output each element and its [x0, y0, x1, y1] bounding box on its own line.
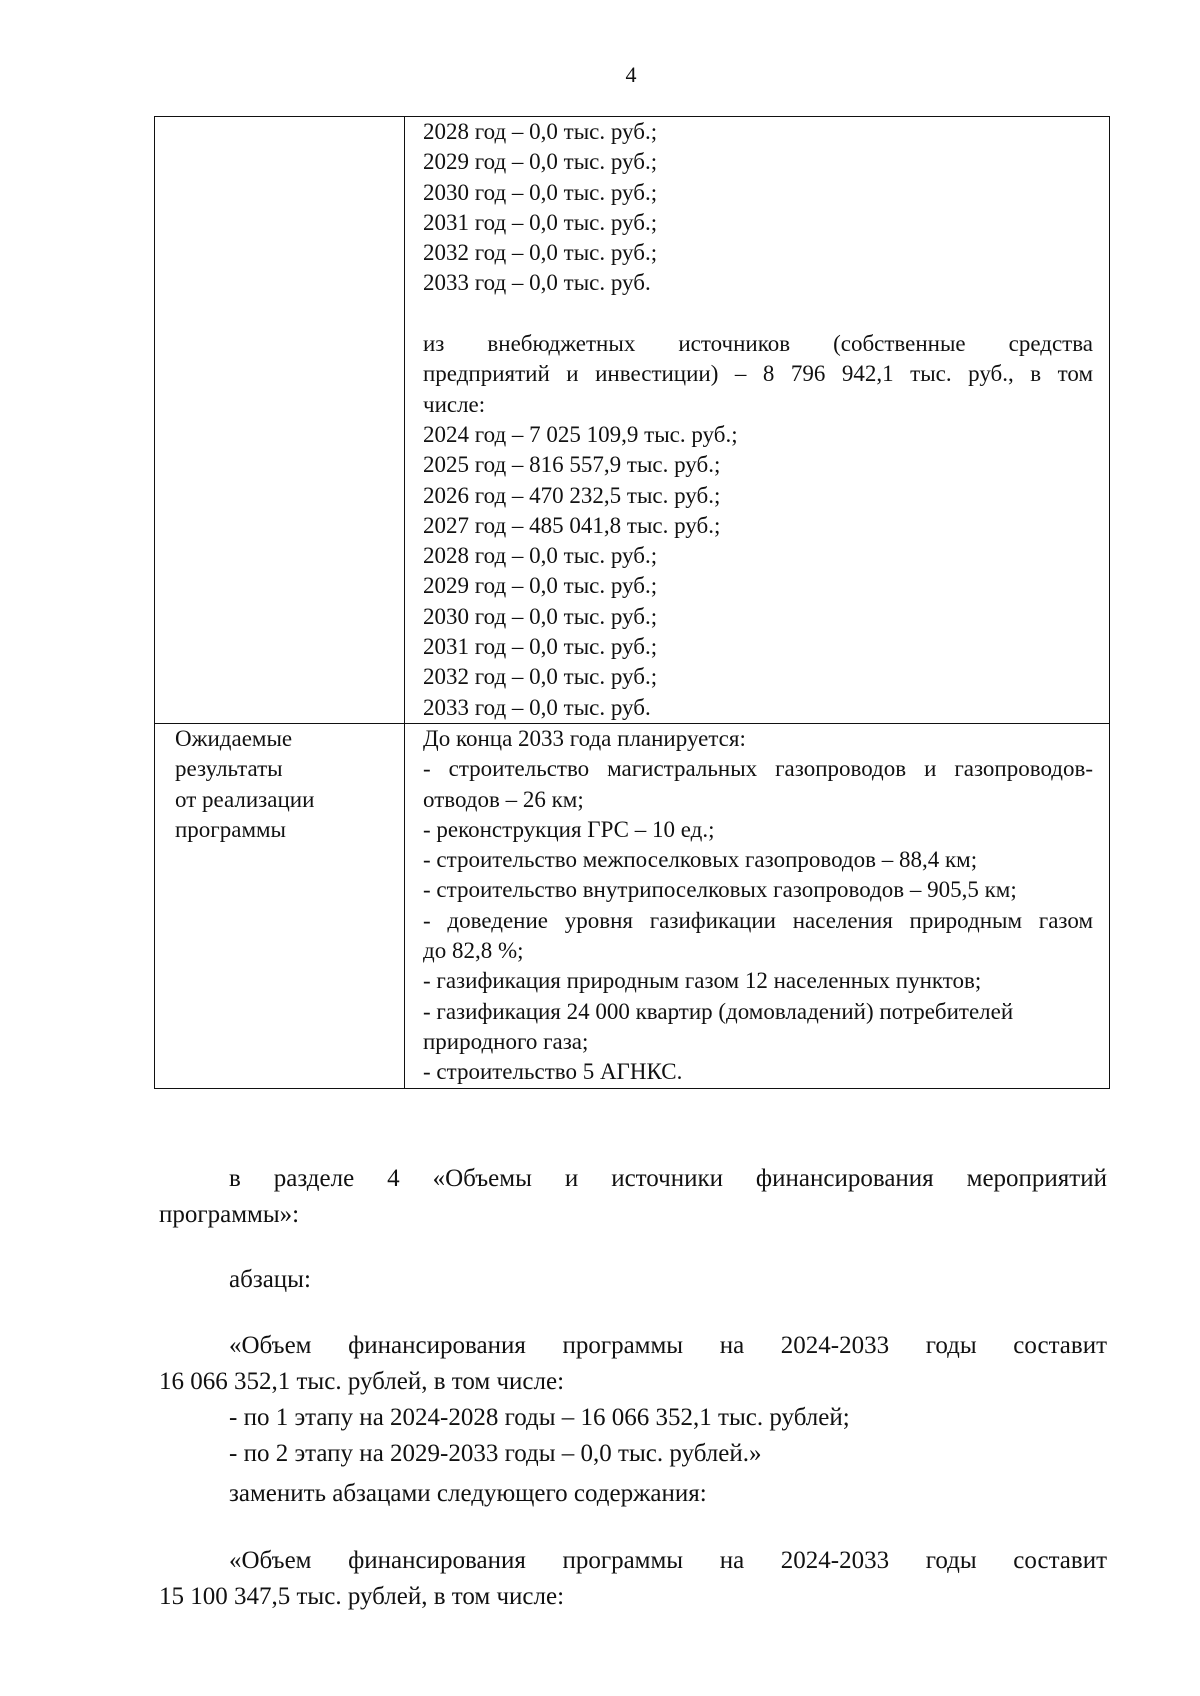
- financing-line: 2033 год – 0,0 тыс. руб.: [423, 694, 651, 720]
- financing-line: 2028 год – 0,0 тыс. руб.;: [423, 119, 658, 144]
- result-line: - реконструкция ГРС – 10 ед.;: [423, 816, 715, 842]
- program-passport-table: [154, 116, 1110, 1089]
- old-financing-line: 16 066 352,1 тыс. рублей, в том числе:: [159, 1368, 565, 1395]
- result-line: - газификация природным газом 12 населенных пунктов;: [423, 968, 982, 994]
- extrabudget-line: предприятий и инвестиции) – 8 796 942,1 тыс. руб., в том: [423, 361, 1093, 387]
- result-line: - строительство магистральных газопроводов и газопроводов-: [423, 756, 1093, 782]
- replace-label: заменить абзацами следующего содержания:: [229, 1480, 707, 1507]
- result-line: - доведение уровня газификации населения природным газом: [423, 907, 1093, 933]
- extrabudget-line: числе:: [423, 391, 486, 417]
- table-cell-empty: [155, 117, 405, 724]
- table-row-financing: [155, 117, 1110, 724]
- section-reference-paragraph: [159, 1161, 1107, 1233]
- result-line: - газификация 24 000 квартир (домовладений) потребителей: [423, 998, 1014, 1024]
- financing-line: 2031 год – 0,0 тыс. руб.;: [423, 209, 658, 235]
- row-label-line: от реализации: [175, 786, 315, 812]
- extrabudget-line: из внебюджетных источников (собственные средства: [423, 331, 1093, 357]
- result-line: До конца 2033 года планируется:: [423, 725, 746, 751]
- old-financing-line: - по 2 этапу на 2029-2033 годы – 0,0 тыс. рублей.»: [229, 1440, 762, 1467]
- page-number: 4: [625, 62, 637, 87]
- blank-line: [423, 299, 1093, 329]
- financing-line: 2030 год – 0,0 тыс. руб.;: [423, 179, 658, 205]
- row-label-line: результаты: [175, 756, 283, 782]
- financing-cell: [405, 117, 1110, 724]
- expected-results-label-cell: [155, 723, 405, 1088]
- financing-line: 2032 год – 0,0 тыс. руб.;: [423, 240, 658, 266]
- new-financing-paragraph: [159, 1543, 1107, 1615]
- section-reference-line: в разделе 4 «Объемы и источники финансирования мероприятий: [229, 1165, 1107, 1192]
- financing-line: 2030 год – 0,0 тыс. руб.;: [423, 603, 658, 629]
- financing-line: 2026 год – 470 232,5 тыс. руб.;: [423, 482, 721, 508]
- financing-line: 2024 год – 7 025 109,9 тыс. руб.;: [423, 421, 738, 447]
- new-financing-line: 15 100 347,5 тыс. рублей, в том числе:: [159, 1583, 565, 1610]
- paragraphs-label: абзацы:: [229, 1266, 311, 1293]
- financing-line: 2025 год – 816 557,9 тыс. руб.;: [423, 452, 721, 478]
- expected-results-cell: [405, 723, 1110, 1088]
- result-line: - строительство межпоселковых газопроводов – 88,4 км;: [423, 847, 978, 873]
- result-line: - строительство внутрипоселковых газопроводов – 905,5 км;: [423, 877, 1017, 903]
- financing-line: 2033 год – 0,0 тыс. руб.: [423, 270, 651, 296]
- result-line: до 82,8 %;: [423, 938, 524, 964]
- financing-line: 2031 год – 0,0 тыс. руб.;: [423, 634, 658, 660]
- financing-line: 2029 год – 0,0 тыс. руб.;: [423, 573, 658, 599]
- old-financing-line: - по 1 этапу на 2024-2028 годы – 16 066 352,1 тыс. рублей;: [229, 1404, 850, 1431]
- financing-line: 2027 год – 485 041,8 тыс. руб.;: [423, 512, 721, 538]
- result-line: природного газа;: [423, 1028, 589, 1054]
- row-label-line: Ожидаемые: [175, 725, 293, 751]
- row-label-line: программы: [175, 816, 287, 842]
- financing-line: 2029 год – 0,0 тыс. руб.;: [423, 149, 658, 175]
- result-line: отводов – 26 км;: [423, 786, 584, 812]
- old-financing-paragraph: [159, 1328, 1107, 1472]
- financing-line: 2028 год – 0,0 тыс. руб.;: [423, 543, 658, 569]
- result-line: - строительство 5 АГНКС.: [423, 1059, 683, 1085]
- new-financing-line: «Объем финансирования программы на 2024-2033 годы составит: [229, 1547, 1107, 1574]
- table-row-expected-results: [155, 723, 1110, 1088]
- financing-line: 2032 год – 0,0 тыс. руб.;: [423, 664, 658, 690]
- old-financing-line: «Объем финансирования программы на 2024-2033 годы составит: [229, 1332, 1107, 1359]
- section-reference-line: программы»:: [159, 1201, 300, 1228]
